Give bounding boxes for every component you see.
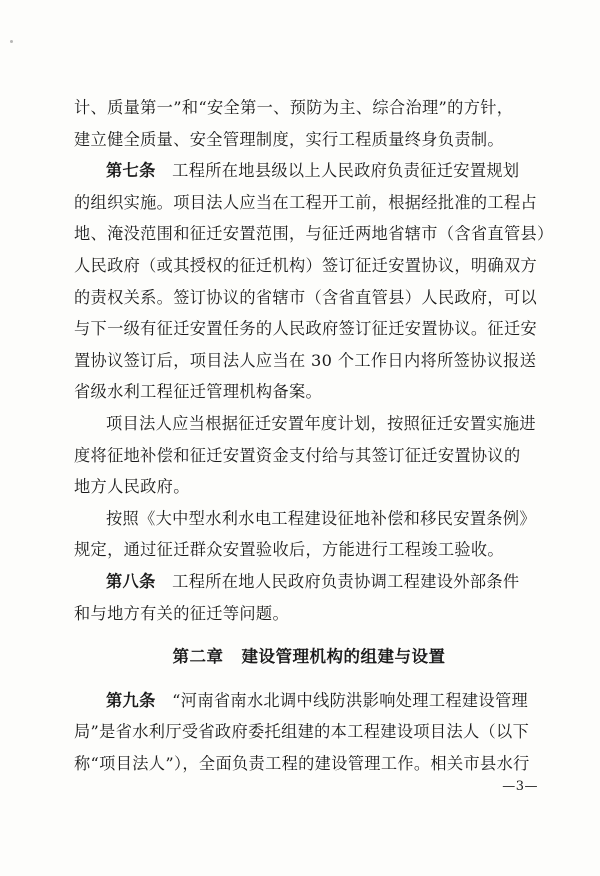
line-text: 建立健全质量、安全管理制度，实行工程质量终身负责制。	[74, 129, 504, 149]
text-line	[74, 124, 544, 156]
article-number: 第九条	[106, 690, 156, 710]
line-text: 局”是省水利厅受省政府委托组建的本工程建设项目法人（以下	[74, 722, 530, 742]
line-text: 的责权关系。签订协议的省辖市（含省直管县）人民政府，可以	[74, 287, 538, 307]
text-line	[74, 534, 544, 566]
text-line	[74, 503, 544, 535]
line-text: 工程所在地人民政府负责协调工程建设外部条件	[155, 571, 520, 591]
text-line	[74, 598, 544, 630]
scan-speck	[10, 40, 13, 43]
chapter-number: 第二章	[172, 647, 224, 667]
line-text: 按照《大中型水利水电工程建设征地补偿和移民安置条例》	[106, 508, 536, 528]
text-line	[74, 566, 544, 598]
text-line	[74, 345, 544, 377]
text-line	[74, 408, 544, 440]
line-text: 人民政府（或其授权的征迁机构）签订征迁安置协议，明确双方	[74, 255, 538, 275]
line-text: 置协议签订后，项目法人应当在 30 个工作日内将所签协议报送	[74, 350, 537, 370]
chapter-heading	[74, 641, 544, 673]
line-text: 的组织实施。项目法人应当在工程开工前，根据经批准的工程占	[74, 192, 538, 212]
line-text: 地方人民政府。	[74, 477, 190, 497]
line-text: 省级水利工程征迁管理机构备案。	[74, 382, 323, 402]
text-line	[74, 282, 544, 314]
line-text: 工程所在地县级以上人民政府负责征迁安置规划	[155, 161, 520, 181]
line-text: 地、淹没范围和征迁安置范围，与征迁两地省辖市（含省直管县）	[74, 224, 554, 244]
text-line	[74, 685, 544, 717]
text-line	[74, 218, 554, 250]
line-text: 和与地方有关的征迁等问题。	[74, 603, 289, 623]
text-line	[74, 187, 544, 219]
text-line	[74, 250, 544, 282]
text-line	[74, 92, 544, 124]
document-body	[74, 92, 554, 779]
chapter-title: 建设管理机构的组建与设置	[241, 647, 446, 667]
text-line	[74, 440, 544, 472]
line-text: 计、质量第一”和“安全第一、预防为主、综合治理”的方针，	[74, 98, 514, 117]
text-line	[74, 471, 544, 503]
line-text: 与下一级有征迁安置任务的人民政府签订征迁安置协议。征迁安	[74, 319, 538, 339]
article-number: 第七条	[106, 161, 156, 181]
text-line	[74, 313, 544, 345]
line-text: 称“项目法人”），全面负责工程的建设管理工作。相关市县水行	[74, 753, 530, 773]
article-number: 第八条	[106, 571, 156, 591]
text-line	[74, 748, 544, 780]
text-line	[74, 155, 544, 187]
section-after-chapter	[74, 685, 544, 780]
line-text: 项目法人应当根据征迁安置年度计划，按照征迁安置实施进	[106, 413, 536, 433]
line-text: 度将征地补偿和征迁安置资金支付给与其签订征迁安置协议的	[74, 445, 521, 465]
line-text: “河南省南水北调中线防洪影响处理工程建设管理	[155, 690, 529, 710]
page-number: —3—	[502, 779, 538, 794]
section-before-chapter	[74, 92, 554, 629]
line-text: 规定，通过征迁群众安置验收后，方能进行工程竣工验收。	[74, 540, 504, 560]
text-line	[74, 716, 544, 748]
text-line	[74, 376, 544, 408]
